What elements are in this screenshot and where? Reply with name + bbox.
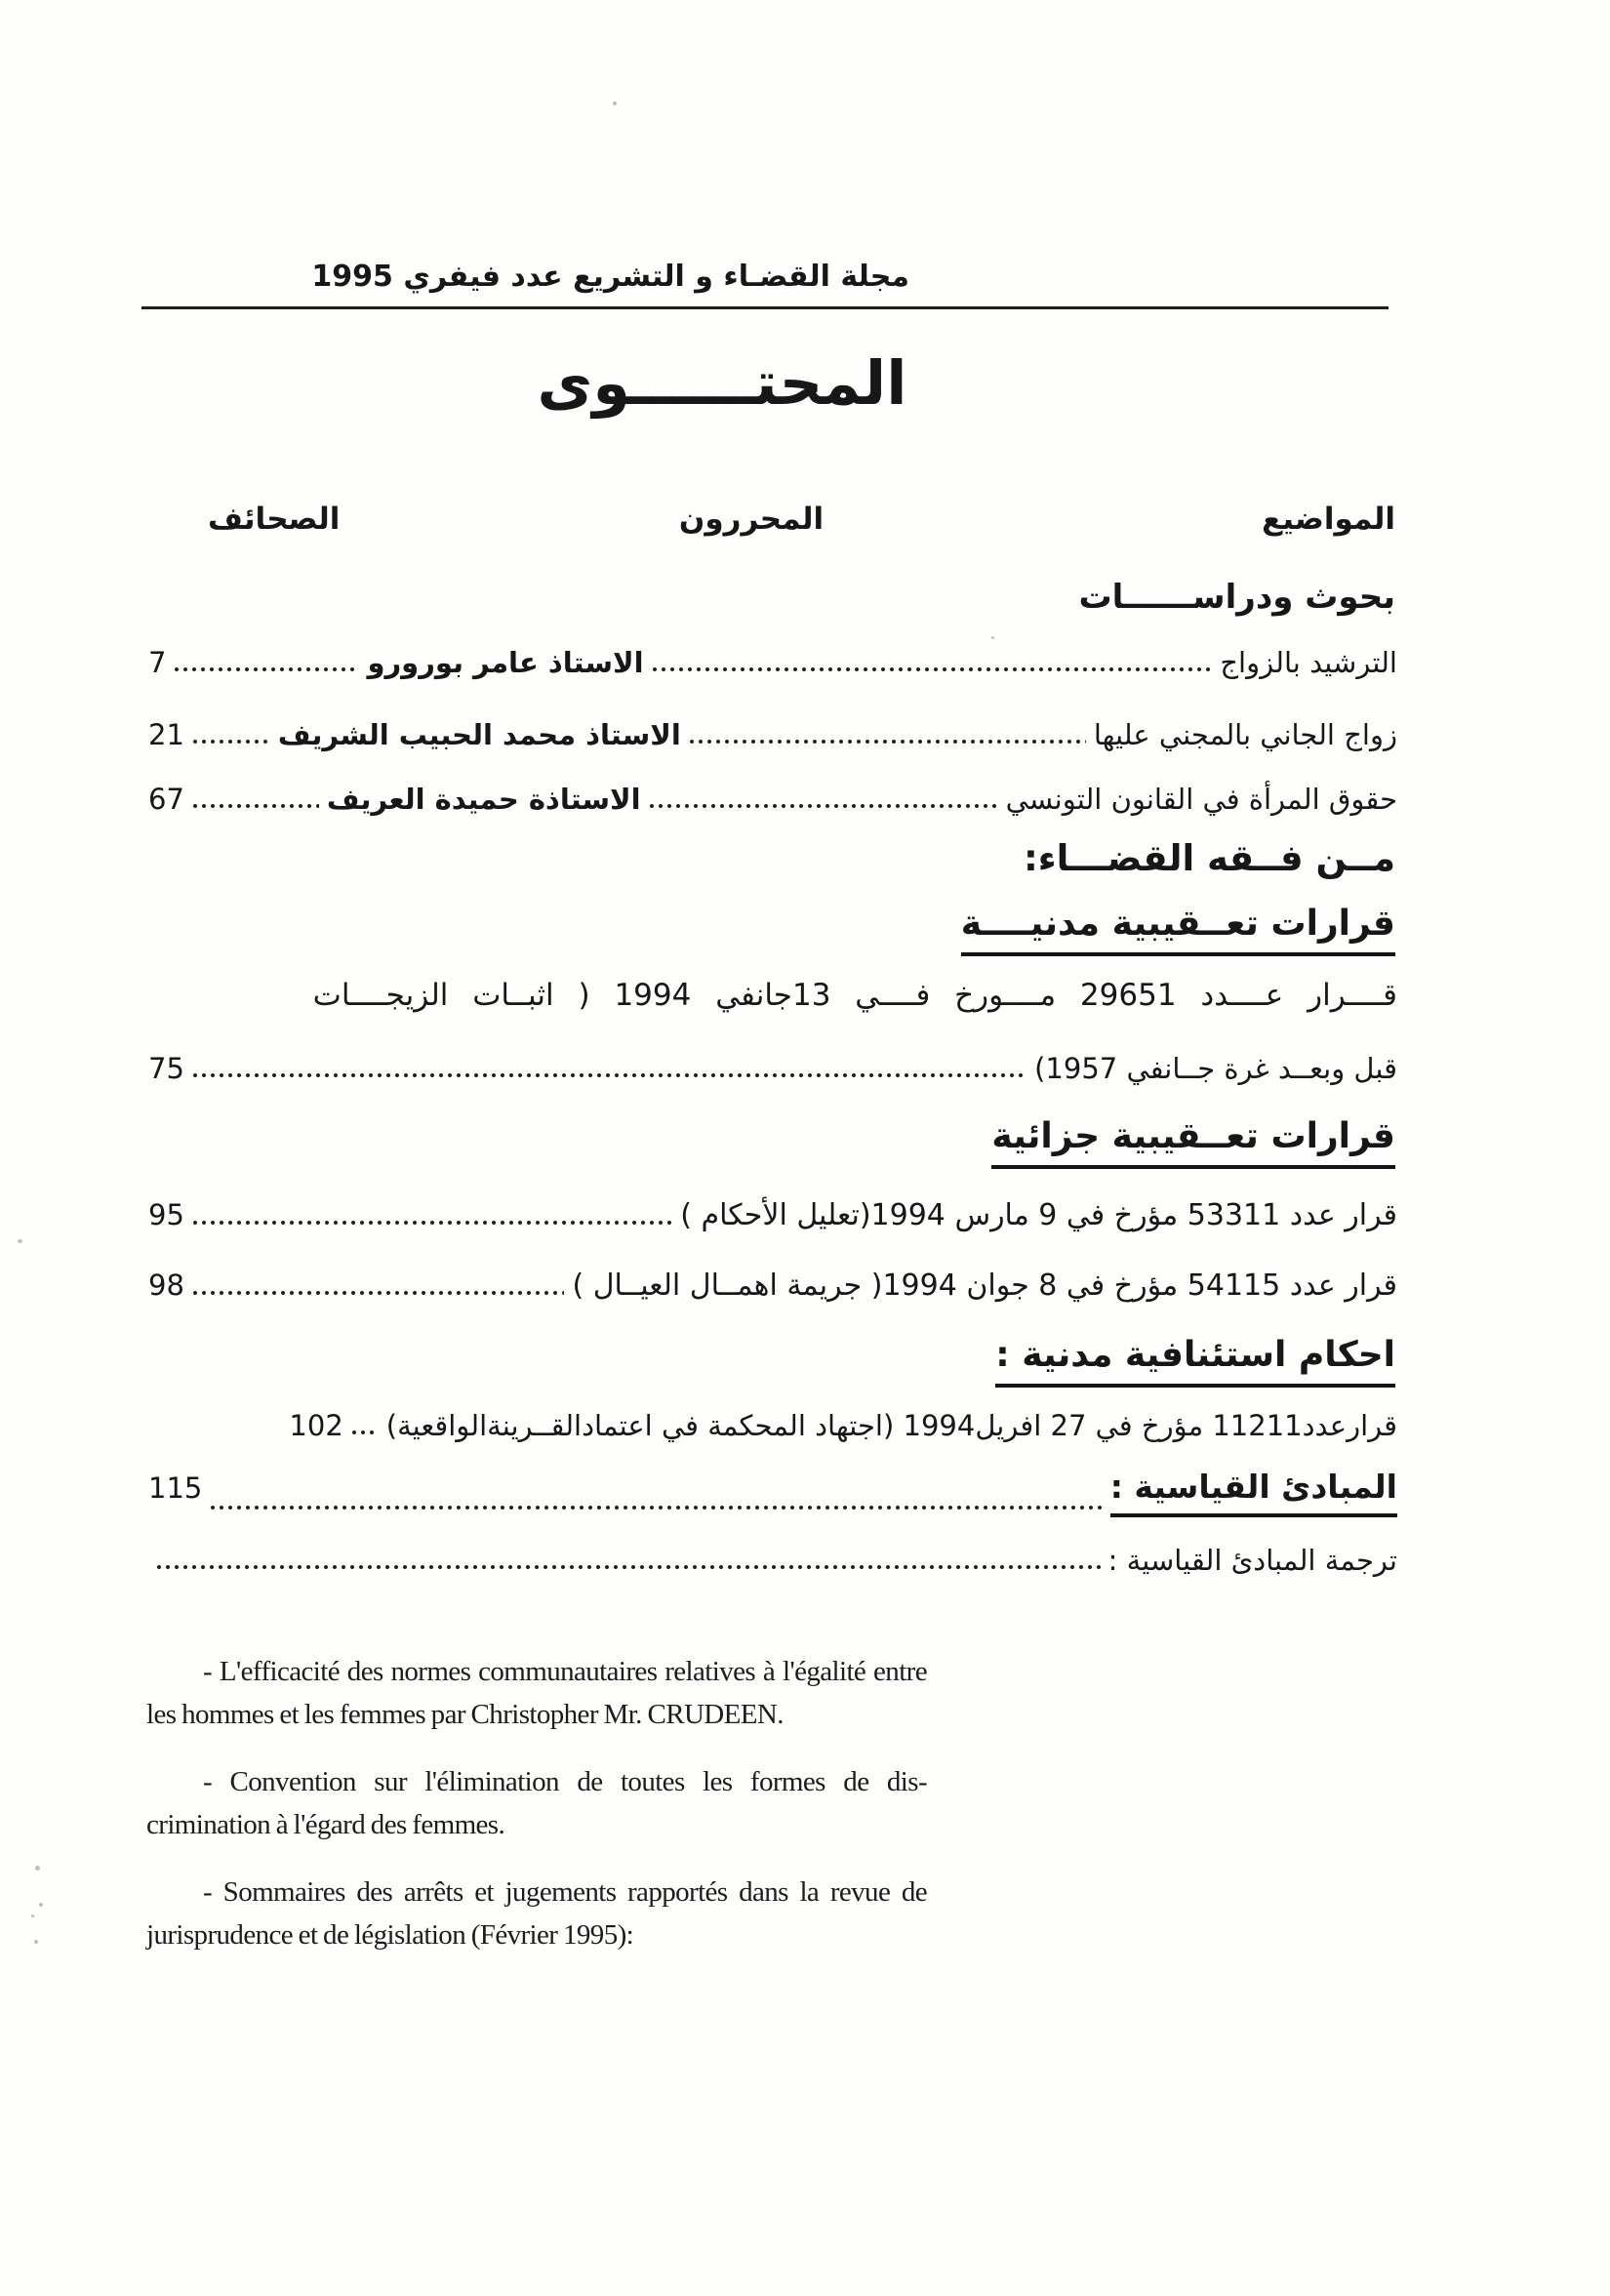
scan-speck	[34, 1940, 38, 1944]
dot-leader	[192, 1220, 672, 1226]
dot-leader	[649, 803, 998, 809]
cassation-entry-line1: قــــرار عــــدد 29651 مــــورخ فــــي 13جانفي 1994 ( اثبــات الزيجــــات	[312, 978, 1397, 1013]
french-summaries-block	[146, 1651, 927, 1982]
header-rule	[141, 306, 1389, 309]
section-civil-appeal-heading: احكام استئنافية مدنية :	[995, 1335, 1395, 1388]
dot-leader	[192, 803, 319, 809]
toc-row	[148, 783, 1397, 816]
page-number: 21	[148, 718, 184, 751]
entry-text: ترجمة المبادئ القياسية :	[1107, 1544, 1397, 1577]
french-paragraph: - Convention sur l'élimination de toutes les formes de dis-crimination à l'égard des femmes.	[146, 1766, 927, 1840]
dot-leader	[689, 739, 1086, 745]
dot-leader	[174, 666, 359, 672]
french-paragraph: - L'efficacité des normes communautaires relatives à l'égalité entre les hommes et les femmes par Christopher Mr. CRUDEEN.	[146, 1656, 927, 1730]
scan-speck	[18, 1239, 22, 1243]
section-civil-cassation-heading: قرارات تعــقيبية مدنيــــة	[961, 904, 1395, 956]
entry-text: قرارعدد11211 مؤرخ في 27 افريل1994 (اجتهاد المحكمة في اعتمادالقــرينةالواقعية)	[385, 1409, 1397, 1442]
criminal-entry-row	[148, 1269, 1397, 1303]
page-number: 102	[289, 1409, 343, 1442]
topic-text: زواج الجاني بالمجني عليها	[1093, 718, 1397, 751]
column-header-pages: الصحائف	[208, 502, 341, 537]
page-number: 75	[148, 1052, 184, 1085]
author-name: الاستاذ محمد الحبيب الشريف	[277, 718, 681, 751]
entry-text: قرار عدد 54115 مؤرخ في 8 جوان 1994( جريمة اهمــال العيــال )	[572, 1269, 1397, 1303]
appeal-entry-row	[148, 1409, 1397, 1442]
column-header-topics: المواضيع	[1262, 502, 1395, 537]
principles-translation-row	[148, 1544, 1397, 1577]
dot-leader	[652, 666, 1213, 672]
journal-header-title: مجلة القضـاء و التشريع عدد فيفري 1995	[311, 260, 909, 294]
column-header-editors: المحررون	[678, 502, 825, 537]
dot-leader	[192, 739, 270, 745]
section-research-heading: بحوث ودراســــــات	[1078, 578, 1395, 617]
dot-leader	[192, 1290, 565, 1296]
section-fiqh-heading: مــن فــقه القضـــاء:	[1023, 837, 1395, 879]
toc-row	[148, 718, 1397, 751]
topic-text: الترشيد بالزواج	[1220, 646, 1397, 679]
dot-leader	[351, 1430, 379, 1435]
contents-title: المحتــــــوى	[537, 347, 907, 419]
cassation-entry-line2-row	[148, 1052, 1397, 1085]
principles-row	[148, 1468, 1397, 1517]
toc-row	[148, 646, 1397, 679]
page-number: 115	[148, 1471, 203, 1505]
author-name: الاستاذ عامر بورورو	[367, 646, 644, 679]
criminal-entry-row	[148, 1198, 1397, 1232]
dot-leader	[156, 1564, 1101, 1570]
page-number: 67	[148, 783, 184, 816]
section-criminal-cassation-heading: قرارات تعــقيبية جزائية	[991, 1116, 1395, 1169]
topic-text: حقوق المرأة في القانون التونسي	[1005, 783, 1397, 816]
dot-leader	[192, 1072, 1026, 1078]
scan-speck	[613, 101, 617, 105]
french-paragraph: - Sommaires des arrêts et jugements rapportés dans la revue de jurisprudence et de législation (Février 1995):	[146, 1876, 927, 1951]
scan-speck	[991, 636, 994, 639]
scan-speck	[35, 1866, 40, 1871]
section-principles-heading: المبادئ القياسية :	[1110, 1468, 1397, 1517]
scan-speck	[31, 1914, 34, 1917]
dot-leader	[210, 1505, 1102, 1511]
page-number: 7	[148, 646, 167, 679]
page-number: 98	[148, 1269, 184, 1302]
entry-text: قبل وبعــد غرة جــانفي 1957)	[1034, 1052, 1397, 1085]
entry-text: قرار عدد 53311 مؤرخ في 9 مارس 1994(تعليل الأحكام )	[680, 1198, 1397, 1232]
page-number: 95	[148, 1198, 184, 1231]
author-name: الاستاذة حميدة العريف	[326, 783, 641, 816]
scan-speck	[39, 1903, 43, 1907]
